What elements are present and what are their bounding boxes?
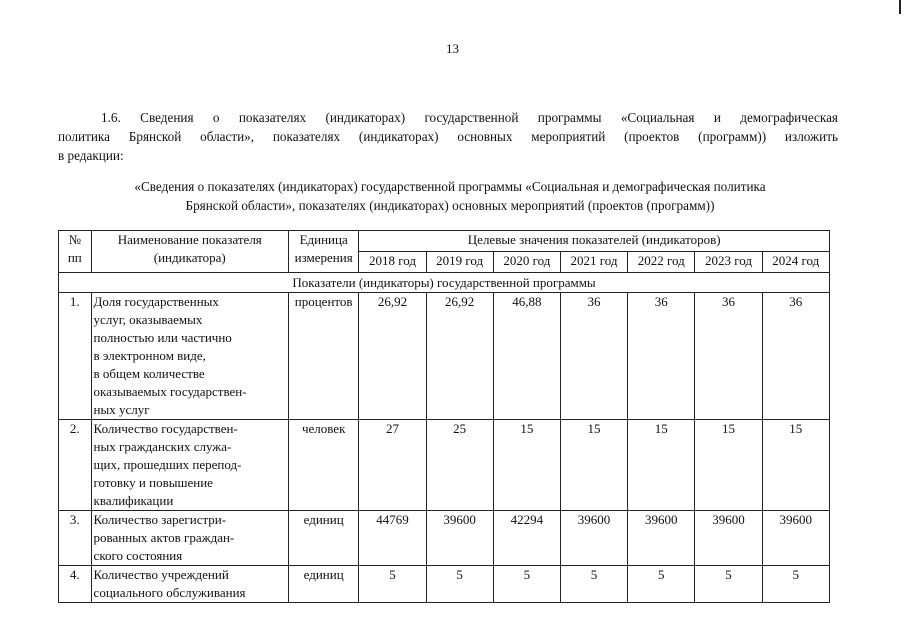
value-cell: 42294: [493, 511, 560, 566]
table-row: [59, 420, 830, 511]
indicator-name-line: полностью или частично: [93, 330, 232, 345]
value-cell: 5: [426, 566, 493, 603]
indicator-name-line: Количество учреждений: [93, 567, 229, 582]
unit-cell: человек: [288, 420, 358, 511]
header-num-line: №: [68, 232, 81, 247]
value-cell: 15: [762, 420, 829, 511]
indicator-name-line: в общем количестве: [93, 366, 205, 381]
header-name-line: (индикатора): [153, 250, 226, 265]
value-cell: 5: [628, 566, 695, 603]
value-cell: 5: [493, 566, 560, 603]
section-title: Показатели (индикаторы) государственной программы: [59, 273, 830, 293]
header-targets: Целевые значения показателей (индикаторов): [359, 231, 830, 252]
indicator-name-line: Доля государственных: [93, 294, 219, 309]
heading-line: «Сведения о показателях (индикаторах) государственной программы «Социальная и демографическая политика: [134, 179, 766, 194]
indicator-name: [91, 420, 288, 511]
header-name-line: Наименование показателя: [117, 232, 262, 247]
intro-line: в редакции:: [58, 148, 124, 163]
indicator-name-line: социального обслуживания: [93, 585, 246, 600]
value-cell: 39600: [560, 511, 627, 566]
row-number: 4.: [59, 566, 92, 603]
value-cell: 39600: [762, 511, 829, 566]
header-name: [91, 231, 288, 273]
indicator-name-line: Количество зарегистри-: [93, 512, 227, 527]
header-year: 2021 год: [560, 252, 627, 273]
header-year: 2022 год: [628, 252, 695, 273]
value-cell: 5: [560, 566, 627, 603]
value-cell: 36: [628, 293, 695, 420]
value-cell: 15: [695, 420, 762, 511]
indicator-name: [91, 566, 288, 603]
table-row: [59, 511, 830, 566]
heading-line: Брянской области», показателях (индикаторах) основных мероприятий (проектов (программ)): [185, 198, 715, 213]
value-cell: 27: [359, 420, 426, 511]
value-cell: 15: [493, 420, 560, 511]
indicator-name-line: ского состояния: [93, 548, 183, 563]
value-cell: 25: [426, 420, 493, 511]
header-num: [59, 231, 92, 273]
value-cell: 39600: [426, 511, 493, 566]
indicator-name-line: в электронном виде,: [93, 348, 206, 363]
value-cell: 5: [695, 566, 762, 603]
indicator-name-line: Количество государствен-: [93, 421, 238, 436]
indicator-name-line: оказываемых государствен-: [93, 384, 247, 399]
indicator-name: [91, 293, 288, 420]
header-unit-line: измерения: [294, 250, 353, 265]
header-unit: [288, 231, 358, 273]
header-year: 2024 год: [762, 252, 829, 273]
table-heading: [60, 177, 840, 215]
value-cell: 39600: [628, 511, 695, 566]
value-cell: 5: [359, 566, 426, 603]
indicator-name: [91, 511, 288, 566]
indicator-name-line: услуг, оказываемых: [93, 312, 203, 327]
row-number: 1.: [59, 293, 92, 420]
indicator-name-line: рованных актов граждан-: [93, 530, 235, 545]
value-cell: 26,92: [426, 293, 493, 420]
header-year: 2018 год: [359, 252, 426, 273]
value-cell: 36: [560, 293, 627, 420]
value-cell: 46,88: [493, 293, 560, 420]
unit-cell: единиц: [288, 566, 358, 603]
indicator-name-line: квалификации: [93, 493, 174, 508]
value-cell: 44769: [359, 511, 426, 566]
indicator-name-line: ных услуг: [93, 402, 150, 417]
indicators-table: [58, 230, 830, 603]
intro-line: политика Брянской области», показателях (индикаторах) основных мероприятий (проектов (программ)) изложить: [58, 129, 838, 144]
header-year: 2023 год: [695, 252, 762, 273]
page-number: 13: [446, 41, 459, 56]
row-number: 2.: [59, 420, 92, 511]
intro-paragraph: [58, 108, 838, 165]
indicator-name-line: ных гражданских служа-: [93, 439, 232, 454]
table-row: [59, 566, 830, 603]
header-num-line: пп: [67, 250, 82, 265]
header-unit-line: Единица: [299, 232, 348, 247]
table-row: [59, 293, 830, 420]
header-year: 2019 год: [426, 252, 493, 273]
value-cell: 36: [695, 293, 762, 420]
unit-cell: процентов: [288, 293, 358, 420]
indicator-name-line: готовку и повышение: [93, 475, 213, 490]
value-cell: 15: [628, 420, 695, 511]
page-edge-mark: [899, 0, 901, 14]
value-cell: 5: [762, 566, 829, 603]
row-number: 3.: [59, 511, 92, 566]
value-cell: 39600: [695, 511, 762, 566]
value-cell: 26,92: [359, 293, 426, 420]
value-cell: 15: [560, 420, 627, 511]
unit-cell: единиц: [288, 511, 358, 566]
indicator-name-line: щих, прошедших перепод-: [93, 457, 242, 472]
value-cell: 36: [762, 293, 829, 420]
intro-line: 1.6. Сведения о показателях (индикаторах) государственной программы «Социальная и демографическая: [101, 110, 838, 125]
header-year: 2020 год: [493, 252, 560, 273]
